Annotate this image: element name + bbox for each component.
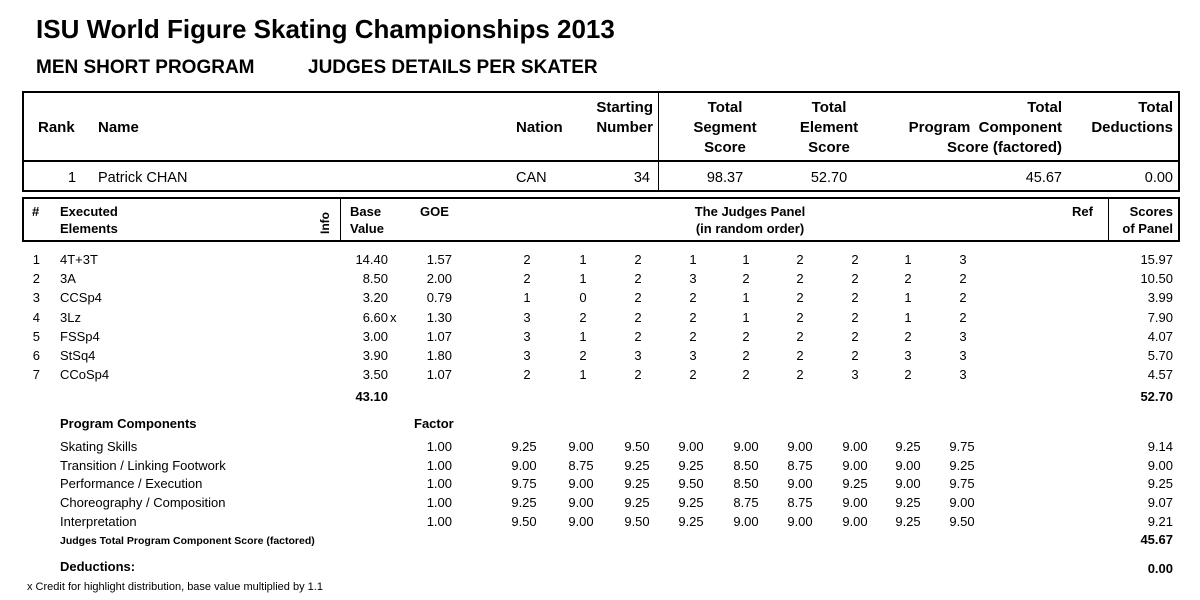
judge-component-mark: 8.50 [733, 457, 759, 473]
program-components-header: Program Components [60, 416, 197, 431]
component-factor: 1.00 [426, 495, 452, 511]
component-name: Performance / Execution [60, 476, 203, 492]
judge-goe: 2 [523, 252, 531, 267]
judge-component-mark: 9.50 [949, 513, 975, 529]
judge-component-mark: 9.25 [624, 457, 650, 473]
judge-component-mark: 9.50 [624, 439, 650, 454]
judge-component-mark: 9.00 [842, 439, 868, 454]
element-name: FSSp4 [60, 328, 100, 344]
element-goe: 1.57 [426, 252, 452, 267]
name-header: Name [98, 119, 139, 136]
summary-divider [22, 160, 1180, 162]
judge-component-mark: 9.50 [624, 513, 650, 529]
judge-goe: 2 [851, 328, 859, 344]
element-number: 4 [32, 309, 40, 325]
component-name: Interpretation [60, 513, 137, 529]
judge-goe: 2 [523, 367, 531, 383]
judge-goe: 2 [796, 290, 804, 306]
num-header: # [32, 204, 40, 219]
judge-component-mark: 9.25 [624, 495, 650, 511]
component-factor: 1.00 [426, 513, 452, 529]
deductions-header: Total Deductions [1091, 99, 1173, 136]
judge-goe: 2 [959, 309, 967, 325]
judge-goe: 2 [796, 348, 804, 363]
judges-panel-header: The Judges Panel (in random order) [694, 204, 806, 236]
skater-nation: CAN [516, 170, 547, 186]
judge-goe: 0 [579, 290, 587, 306]
component-panel-score: 9.07 [1147, 495, 1173, 511]
judge-component-mark: 9.50 [678, 476, 704, 492]
judge-component-mark: 8.75 [568, 457, 594, 473]
element-number: 7 [32, 367, 40, 383]
component-panel-score: 9.14 [1147, 439, 1173, 454]
judge-component-mark: 9.00 [733, 513, 759, 529]
judge-goe: 2 [796, 252, 804, 267]
judge-component-mark: 8.75 [787, 457, 813, 473]
deductions-value: 0.00 [1147, 561, 1173, 576]
pcs-total-label: Judges Total Program Component Score (factored) [60, 535, 315, 547]
info-header: Info [318, 212, 332, 234]
element-panel-score: 7.90 [1147, 309, 1173, 325]
judge-goe: 1 [742, 309, 750, 325]
judge-component-mark: 9.00 [568, 439, 594, 454]
judge-goe: 1 [742, 290, 750, 306]
judge-goe: 1 [579, 271, 587, 287]
component-name: Skating Skills [60, 439, 138, 454]
judge-goe: 3 [959, 252, 967, 267]
judge-goe: 2 [689, 290, 697, 306]
judge-goe: 2 [959, 271, 967, 287]
judge-goe: 3 [904, 348, 912, 363]
element-name: 4T+3T [60, 252, 98, 267]
report-title: JUDGES DETAILS PER SKATER [308, 57, 598, 78]
judge-goe: 2 [796, 367, 804, 383]
element-header-vline-left [340, 197, 341, 242]
element-name: CCoSp4 [60, 367, 110, 383]
judge-component-mark: 9.25 [678, 457, 704, 473]
judge-component-mark: 9.00 [511, 457, 537, 473]
judge-goe: 2 [742, 328, 750, 344]
skater-tss: 98.37 [706, 170, 744, 186]
ref-header: Ref [1072, 204, 1093, 219]
judge-component-mark: 8.75 [733, 495, 759, 511]
judge-component-mark: 9.75 [949, 476, 975, 492]
judge-goe: 3 [851, 367, 859, 383]
judge-component-mark: 9.00 [895, 476, 921, 492]
component-factor: 1.00 [426, 476, 452, 492]
segment-title: MEN SHORT PROGRAM [36, 57, 255, 78]
judge-component-mark: 9.25 [511, 439, 537, 454]
judge-goe: 2 [523, 271, 531, 287]
element-goe: 1.07 [426, 328, 452, 344]
component-panel-score: 9.21 [1147, 513, 1173, 529]
judge-goe: 1 [579, 328, 587, 344]
judge-goe: 2 [689, 309, 697, 325]
judge-component-mark: 9.25 [895, 495, 921, 511]
element-score-total: 52.70 [1140, 389, 1173, 404]
judge-goe: 2 [579, 348, 587, 363]
starting-number-header: Starting Number [596, 99, 653, 136]
rank-header: Rank [38, 119, 75, 136]
judge-component-mark: 9.50 [511, 513, 537, 529]
judge-goe: 2 [851, 252, 859, 267]
element-info: x [390, 309, 397, 325]
judge-goe: 2 [851, 290, 859, 306]
judge-component-mark: 9.00 [787, 439, 813, 454]
judge-goe: 2 [959, 290, 967, 306]
judge-goe: 2 [796, 309, 804, 325]
judge-goe: 3 [523, 348, 531, 363]
component-factor: 1.00 [426, 457, 452, 473]
judge-component-mark: 9.25 [678, 513, 704, 529]
judge-goe: 2 [634, 367, 642, 383]
judge-goe: 2 [634, 290, 642, 306]
skater-pcs: 45.67 [1025, 170, 1062, 186]
component-panel-score: 9.00 [1147, 457, 1173, 473]
element-name: 3Lz [60, 309, 81, 325]
judge-component-mark: 9.25 [895, 439, 921, 454]
judge-goe: 3 [689, 348, 697, 363]
element-goe: 1.80 [426, 348, 452, 363]
summary-vline [658, 91, 659, 192]
judge-goe: 3 [523, 309, 531, 325]
judge-goe: 2 [904, 271, 912, 287]
judge-goe: 2 [796, 271, 804, 287]
judge-goe: 2 [579, 309, 587, 325]
judge-goe: 2 [851, 348, 859, 363]
element-goe: 2.00 [426, 271, 452, 287]
element-name: 3A [60, 271, 76, 287]
element-number: 3 [32, 290, 40, 306]
element-number: 5 [32, 328, 40, 344]
element-base-value: 3.90 [362, 348, 388, 363]
judge-goe: 1 [742, 252, 750, 267]
judge-component-mark: 9.00 [787, 513, 813, 529]
element-base-value: 3.50 [362, 367, 388, 383]
element-name: CCSp4 [60, 290, 102, 306]
judge-goe: 2 [634, 328, 642, 344]
element-number: 2 [32, 271, 40, 287]
judge-goe: 3 [523, 328, 531, 344]
judge-goe: 1 [579, 252, 587, 267]
judge-goe: 2 [742, 348, 750, 363]
judge-goe: 2 [689, 328, 697, 344]
judge-component-mark: 9.00 [842, 513, 868, 529]
judge-goe: 1 [579, 367, 587, 383]
judge-goe: 3 [959, 367, 967, 383]
judge-goe: 1 [904, 309, 912, 325]
tss-header: Total Segment Score [693, 99, 757, 156]
skater-deductions: 0.00 [1144, 170, 1173, 186]
judge-component-mark: 9.00 [895, 457, 921, 473]
base-value-total: 43.10 [355, 389, 388, 404]
judge-goe: 1 [689, 252, 697, 267]
judge-component-mark: 9.00 [733, 439, 759, 454]
judge-goe: 1 [523, 290, 531, 306]
judge-goe: 3 [959, 328, 967, 344]
deductions-label: Deductions: [60, 559, 136, 574]
nation-header: Nation [516, 119, 563, 136]
judge-component-mark: 9.25 [895, 513, 921, 529]
component-panel-score: 9.25 [1147, 476, 1173, 492]
component-factor: 1.00 [426, 439, 452, 454]
judge-component-mark: 9.25 [949, 457, 975, 473]
judge-component-mark: 9.75 [949, 439, 975, 454]
judge-goe: 2 [742, 367, 750, 383]
element-number: 1 [32, 252, 40, 267]
judge-goe: 1 [904, 290, 912, 306]
component-name: Transition / Linking Footwork [60, 457, 226, 473]
element-base-value: 3.20 [362, 290, 388, 306]
pcs-total-value: 45.67 [1140, 532, 1173, 547]
element-header-box [22, 197, 1180, 242]
judge-goe: 2 [634, 252, 642, 267]
judge-component-mark: 9.00 [678, 439, 704, 454]
judge-goe: 3 [959, 348, 967, 363]
judge-goe: 2 [634, 271, 642, 287]
page-title: ISU World Figure Skating Championships 2013 [36, 14, 615, 44]
scores-of-panel-header: Scores of Panel [1122, 204, 1173, 236]
element-panel-score: 4.57 [1147, 367, 1173, 383]
element-header-vline-right [1108, 197, 1109, 242]
judge-goe: 1 [904, 252, 912, 267]
element-base-value: 3.00 [362, 328, 388, 344]
judge-component-mark: 9.00 [842, 457, 868, 473]
tes-header: Total Element Score [799, 99, 859, 156]
judge-goe: 2 [904, 367, 912, 383]
judge-component-mark: 9.00 [568, 495, 594, 511]
component-name: Choreography / Composition [60, 495, 226, 511]
judge-component-mark: 9.00 [949, 495, 975, 511]
factor-header: Factor [414, 416, 454, 431]
element-number: 6 [32, 348, 40, 363]
judge-goe: 2 [689, 367, 697, 383]
judge-goe: 2 [796, 328, 804, 344]
element-panel-score: 15.97 [1140, 252, 1173, 267]
judge-component-mark: 9.25 [678, 495, 704, 511]
skater-starting-number: 34 [633, 170, 650, 186]
pcs-header: Total Program Component Score (factored) [908, 99, 1062, 156]
judge-goe: 2 [851, 309, 859, 325]
element-panel-score: 4.07 [1147, 328, 1173, 344]
element-base-value: 8.50 [362, 271, 388, 287]
element-panel-score: 10.50 [1140, 271, 1173, 287]
judge-goe: 3 [634, 348, 642, 363]
element-goe: 0.79 [426, 290, 452, 306]
goe-header: GOE [420, 204, 449, 219]
element-goe: 1.30 [426, 309, 452, 325]
executed-elements-header: Executed Elements [60, 204, 118, 236]
judge-component-mark: 9.25 [511, 495, 537, 511]
element-name: StSq4 [60, 348, 96, 363]
judge-goe: 3 [689, 271, 697, 287]
element-panel-score: 5.70 [1147, 348, 1173, 363]
skater-tes: 52.70 [810, 170, 848, 186]
skater-rank: 1 [68, 170, 77, 186]
footnote: x Credit for highlight distribution, base value multiplied by 1.1 [27, 581, 323, 593]
skater-name: Patrick CHAN [98, 170, 188, 186]
judge-component-mark: 8.50 [733, 476, 759, 492]
judge-component-mark: 9.25 [842, 476, 868, 492]
judge-component-mark: 9.00 [568, 476, 594, 492]
base-value-header: Base Value [350, 204, 384, 236]
judge-component-mark: 9.00 [568, 513, 594, 529]
judge-component-mark: 8.75 [787, 495, 813, 511]
element-goe: 1.07 [426, 367, 452, 383]
judge-component-mark: 9.25 [624, 476, 650, 492]
judge-goe: 2 [634, 309, 642, 325]
element-base-value: 6.60 [362, 309, 388, 325]
element-base-value: 14.40 [355, 252, 388, 267]
judge-goe: 2 [742, 271, 750, 287]
judge-component-mark: 9.75 [511, 476, 537, 492]
judge-component-mark: 9.00 [842, 495, 868, 511]
judge-goe: 2 [904, 328, 912, 344]
element-panel-score: 3.99 [1147, 290, 1173, 306]
judge-goe: 2 [851, 271, 859, 287]
judge-component-mark: 9.00 [787, 476, 813, 492]
